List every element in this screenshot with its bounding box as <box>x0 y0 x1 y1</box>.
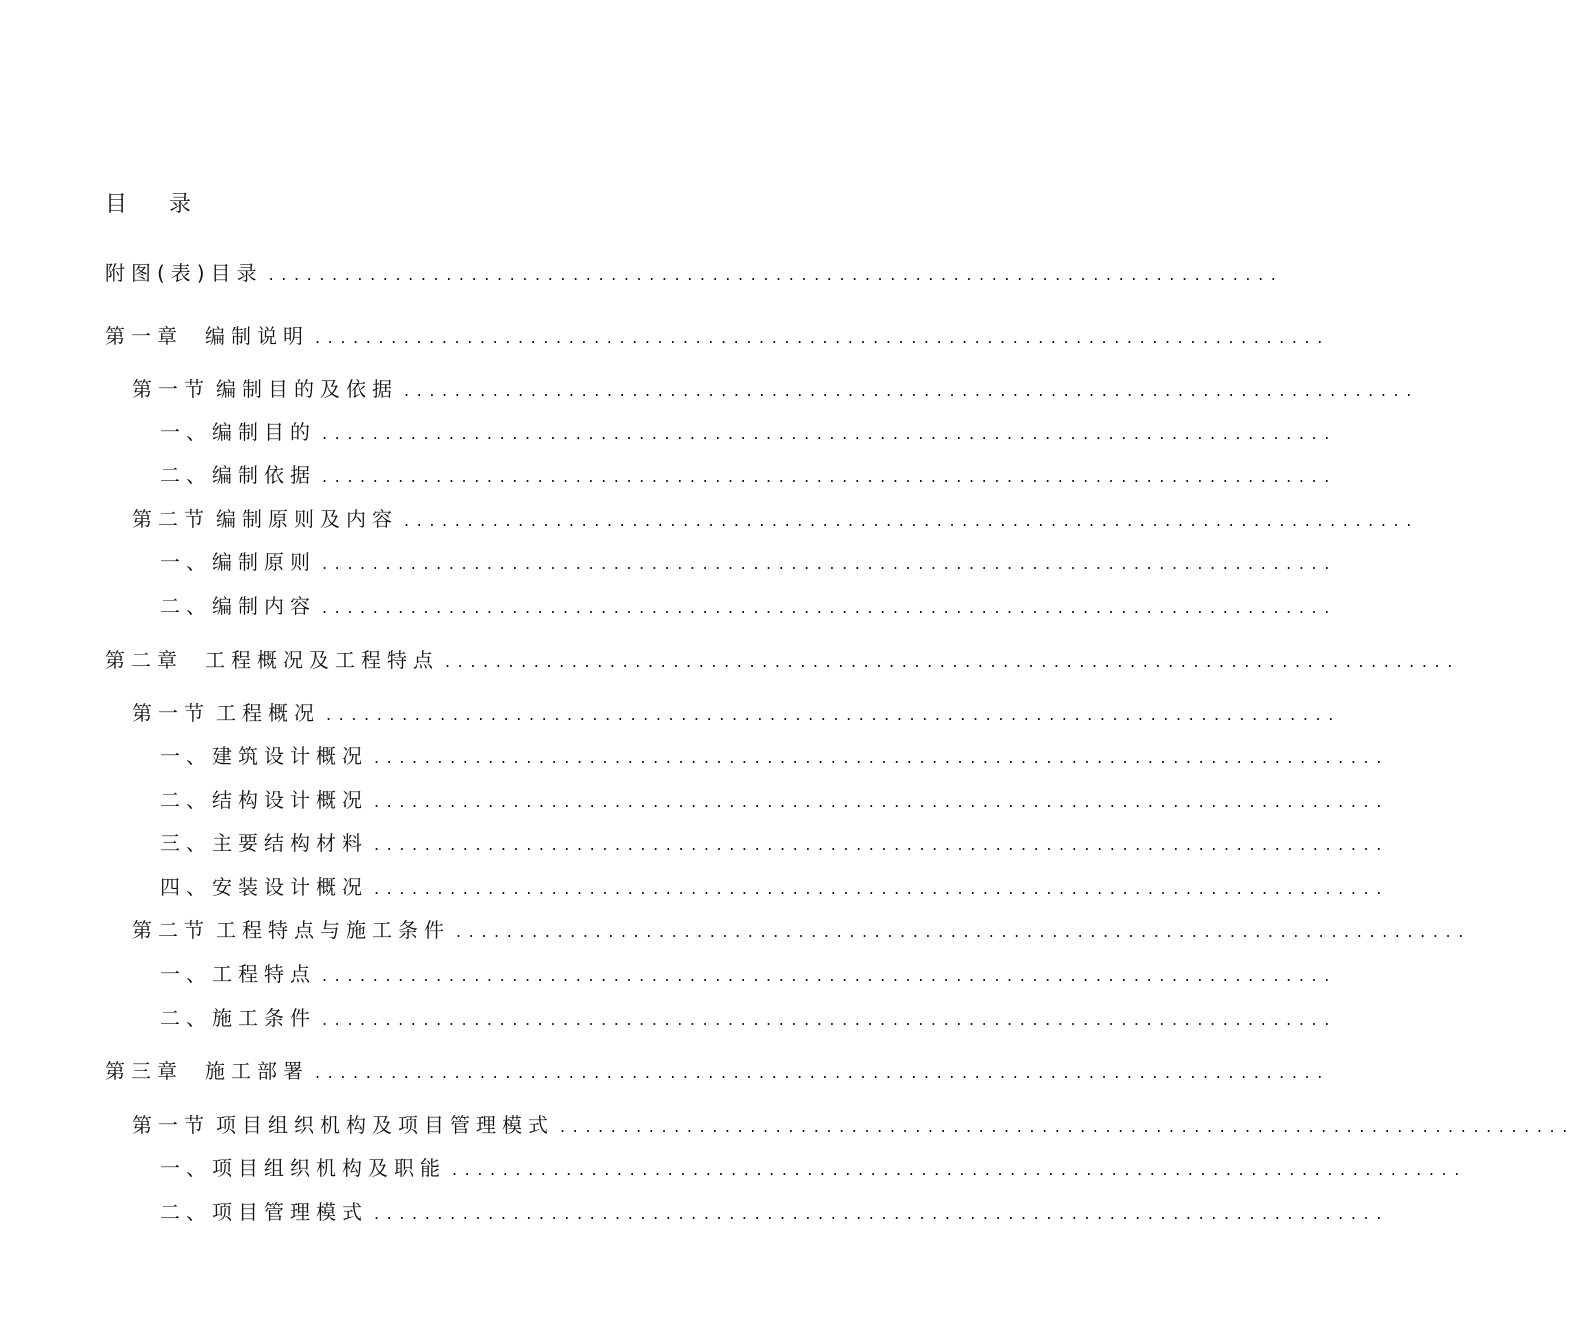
toc-entry-item[interactable] <box>160 959 1337 989</box>
toc-section-title: 编制原则及内容 <box>216 507 398 531</box>
toc-entry-label: 三、主要结构材料 <box>160 831 368 855</box>
toc-section-number: 第一节 <box>132 701 210 725</box>
toc-section-title: 工程特点与施工条件 <box>216 918 450 942</box>
toc-entry-item[interactable] <box>160 785 1389 815</box>
toc-chapter-title: 施工部署 <box>205 1059 309 1083</box>
toc-entry-label <box>105 321 309 351</box>
toc-leader-dots: ................................................................................ <box>322 424 1337 443</box>
toc-leader-dots: ................................................................................ <box>404 511 1419 530</box>
toc-entry-label <box>132 915 450 945</box>
toc-leader-dots: ................................................................................ <box>268 265 1284 284</box>
toc-entry-label: 附图(表)目录 <box>105 261 263 285</box>
toc-entry-item[interactable] <box>160 1003 1337 1033</box>
toc-entry-label: 一、建筑设计概况 <box>160 744 368 768</box>
toc-entry-label: 四、安装设计概况 <box>160 875 368 899</box>
toc-leader-dots: ................................................................................ <box>322 554 1337 573</box>
toc-entry-figures[interactable] <box>105 258 1284 288</box>
toc-title <box>105 190 191 220</box>
toc-leader-dots: ................................................................................ <box>456 922 1471 941</box>
toc-entry-section[interactable] <box>132 698 1341 728</box>
toc-entry-item[interactable] <box>160 1197 1389 1227</box>
toc-section-number: 第一节 <box>132 377 210 401</box>
toc-entry-section[interactable] <box>132 915 1471 945</box>
toc-entry-label <box>132 698 320 728</box>
toc-chapter-title: 编制说明 <box>205 324 309 348</box>
toc-entry-label <box>132 1110 554 1140</box>
toc-leader-dots: ................................................................................ <box>374 1204 1389 1223</box>
toc-leader-dots: ................................................................................ <box>374 748 1389 767</box>
toc-entry-item[interactable] <box>160 591 1337 621</box>
toc-section-title: 项目组织机构及项目管理模式 <box>216 1113 554 1137</box>
toc-entry-item[interactable] <box>160 547 1337 577</box>
toc-entry-section[interactable] <box>132 504 1419 534</box>
toc-entry-section[interactable] <box>132 1110 1575 1140</box>
toc-section-title: 编制目的及依据 <box>216 377 398 401</box>
toc-leader-dots: ................................................................................ <box>326 705 1341 724</box>
toc-entry-item[interactable] <box>160 872 1389 902</box>
toc-leader-dots: ................................................................................ <box>374 792 1389 811</box>
toc-chapter-number: 第三章 <box>105 1059 183 1083</box>
toc-entry-item[interactable] <box>160 460 1337 490</box>
toc-entry-item[interactable] <box>160 828 1389 858</box>
toc-leader-dots: ................................................................................ <box>322 966 1337 985</box>
toc-entry-label: 一、工程特点 <box>160 962 316 986</box>
toc-entry-item[interactable] <box>160 417 1337 447</box>
toc-leader-dots: ................................................................................ <box>374 879 1389 898</box>
toc-entry-chapter-1[interactable] <box>105 321 1330 351</box>
toc-leader-dots: ................................................................................ <box>452 1160 1467 1179</box>
toc-leader-dots: ................................................................................ <box>322 467 1337 486</box>
toc-entry-label <box>105 1056 309 1086</box>
toc-entry-label <box>105 645 439 675</box>
toc-entry-label: 二、编制依据 <box>160 463 316 487</box>
toc-entry-label <box>132 504 398 534</box>
toc-leader-dots: ................................................................................ <box>374 835 1389 854</box>
toc-leader-dots: ................................................................................ <box>560 1117 1575 1136</box>
toc-entry-section[interactable] <box>132 374 1419 404</box>
toc-leader-dots: ................................................................................ <box>315 1063 1330 1082</box>
toc-entry-chapter-2[interactable] <box>105 645 1460 675</box>
toc-entry-label: 一、项目组织机构及职能 <box>160 1156 446 1180</box>
toc-chapter-number: 第一章 <box>105 324 183 348</box>
toc-entry-item[interactable] <box>160 741 1389 771</box>
toc-entry-label <box>132 374 398 404</box>
toc-section-number: 第二节 <box>132 507 210 531</box>
toc-entry-label: 二、结构设计概况 <box>160 788 368 812</box>
toc-leader-dots: ................................................................................ <box>322 598 1337 617</box>
toc-leader-dots: ................................................................................ <box>445 652 1460 671</box>
toc-leader-dots: ................................................................................ <box>322 1010 1337 1029</box>
toc-section-number: 第一节 <box>132 1113 210 1137</box>
toc-leader-dots: ................................................................................ <box>315 328 1330 347</box>
toc-section-title: 工程概况 <box>216 701 320 725</box>
toc-title-right: 录 <box>169 192 192 217</box>
toc-entry-chapter-3[interactable] <box>105 1056 1330 1086</box>
toc-entry-item[interactable] <box>160 1153 1467 1183</box>
toc-entry-label: 一、编制原则 <box>160 550 316 574</box>
toc-entry-label: 二、编制内容 <box>160 594 316 618</box>
toc-title-left: 目 <box>105 192 128 217</box>
toc-section-number: 第二节 <box>132 918 210 942</box>
toc-leader-dots: ................................................................................ <box>404 381 1419 400</box>
toc-chapter-title: 工程概况及工程特点 <box>205 648 439 672</box>
toc-entry-label: 二、项目管理模式 <box>160 1200 368 1224</box>
toc-entry-label: 一、编制目的 <box>160 420 316 444</box>
toc-chapter-number: 第二章 <box>105 648 183 672</box>
toc-entry-label: 二、施工条件 <box>160 1006 316 1030</box>
